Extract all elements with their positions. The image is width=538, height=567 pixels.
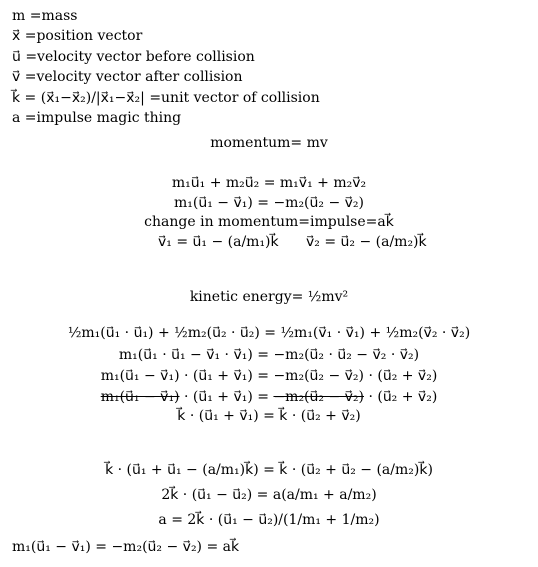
- cancelled-mid-left: · (u⃗₁ + v⃗₁) =: [179, 389, 274, 405]
- momentum-rearranged-equation: m₁(u⃗₁ − v⃗₁) = −m₂(u⃗₂ − v⃗₂): [173, 195, 364, 211]
- definition-unit-vector: k⃗ = (x⃗₁−x⃗₂)/|x⃗₁−x⃗₂| =unit vector of collision: [12, 89, 320, 106]
- definition-position: x⃗ =position vector: [12, 28, 143, 45]
- struck-right-term: −m₂(u⃗₂ − v⃗₂): [273, 389, 364, 405]
- energy-conservation-equation: ½m₁(u⃗₁ · u⃗₁) + ½m₂(u⃗₂ · u⃗₂) = ½m₁(v⃗₁ · v⃗₁) + ½m₂(v⃗₂ · v⃗₂): [67, 325, 471, 341]
- v2-equation: v⃗₂ = u⃗₂ − (a/m₂)k⃗: [306, 234, 427, 250]
- definition-mass: m =mass: [12, 8, 78, 24]
- momentum-conservation-equation: m₁u⃗₁ + m₂u⃗₂ = m₁v⃗₁ + m₂v⃗₂: [171, 175, 367, 191]
- definition-impulse: a =impulse magic thing: [12, 109, 182, 126]
- definition-velocity-after: v⃗ =velocity vector after collision: [12, 69, 243, 86]
- kinetic-energy-title: kinetic energy= ½mv²: [189, 289, 349, 305]
- definition-velocity-before: u⃗ =velocity vector before collision: [12, 48, 255, 65]
- definitions-list: [12, 6, 320, 128]
- impulse-intermediate-equation: 2k⃗ · (u⃗₁ − u⃗₂) = a(a/m₁ + a/m₂): [161, 487, 377, 503]
- struck-left-term: m₁(u⃗₁ − v⃗₁): [100, 389, 180, 405]
- v1-equation: v⃗₁ = u⃗₁ − (a/m₁)k⃗: [158, 234, 279, 250]
- energy-rearranged-equation: m₁(u⃗₁ · u⃗₁ − v⃗₁ · v⃗₁) = −m₂(u⃗₂ · u⃗₂ − v⃗₂ · v⃗₂): [118, 347, 420, 363]
- momentum-title: momentum= mv: [210, 135, 328, 151]
- cancelled-mid-right: · (u⃗₂ + v⃗₂): [364, 389, 438, 405]
- final-equation: m₁(u⃗₁ − v⃗₁) = −m₂(u⃗₂ − v⃗₂) = ak⃗: [12, 539, 240, 555]
- impulse-definition: change in momentum=impulse=ak⃗: [144, 214, 394, 230]
- energy-result-equation: k⃗ · (u⃗₁ + v⃗₁) = k⃗ · (u⃗₂ + v⃗₂): [177, 408, 361, 424]
- substitution-equation: k⃗ · (u⃗₁ + u⃗₁ − (a/m₁)k⃗) = k⃗ · (u⃗₂ + u⃗₂ − (a/m₂)k⃗): [105, 462, 433, 478]
- energy-cancelled-equation: [0, 387, 538, 407]
- energy-factored-equation: m₁(u⃗₁ − v⃗₁) · (u⃗₁ + v⃗₁) = −m₂(u⃗₂ − v⃗₂) · (u⃗₂ + v⃗₂): [100, 368, 438, 384]
- impulse-solution-equation: a = 2k⃗ · (u⃗₁ − u⃗₂)/(1/m₁ + 1/m₂): [158, 512, 380, 528]
